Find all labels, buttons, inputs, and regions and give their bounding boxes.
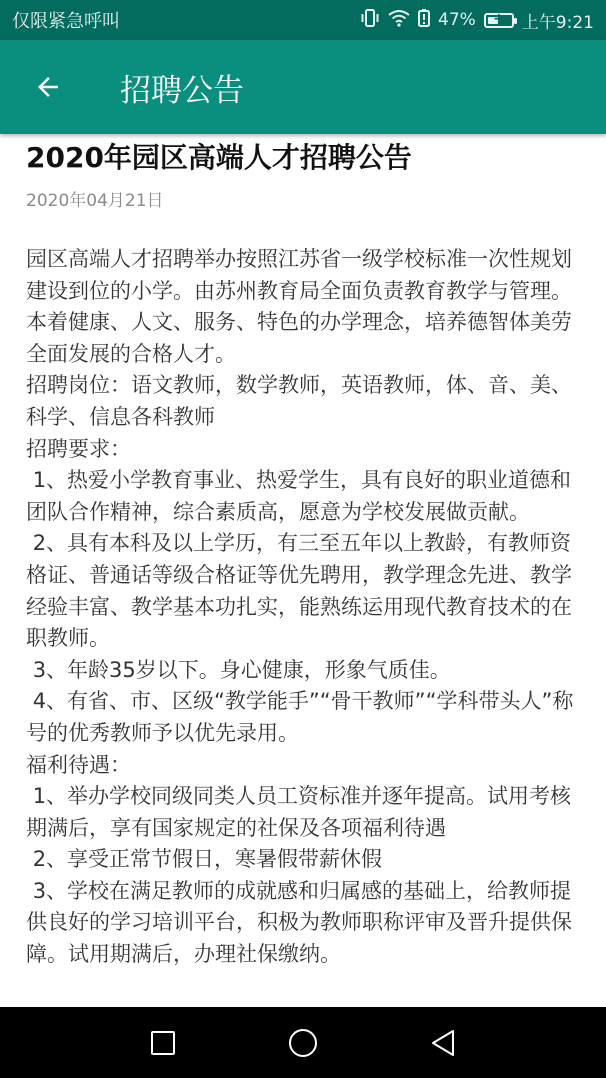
back-triangle-icon — [430, 1029, 456, 1057]
arrow-left-icon — [33, 72, 63, 102]
back-nav-button[interactable] — [423, 1023, 463, 1063]
carrier-text: 仅限紧急呼叫 — [12, 11, 120, 32]
back-button[interactable] — [24, 63, 72, 111]
page-title: 招聘公告 — [120, 72, 244, 109]
status-icons — [360, 8, 594, 33]
article-paragraph: 1、热爱小学教育事业、热爱学生，具有良好的职业道德和团队合作精神，综合素质高，愿意为学校发展做贡献。 — [26, 468, 572, 524]
article-paragraph: 福利待遇： — [26, 752, 131, 777]
wifi-icon — [388, 9, 410, 32]
article-scroll-area[interactable] — [0, 134, 606, 1007]
battery-percent: 47% — [438, 10, 476, 30]
article-paragraph: 1、举办学校同级同类人员工资标准并逐年提高。试用考核期满后，享有国家规定的社保及各项福利待遇 — [26, 784, 572, 840]
home-button[interactable] — [283, 1023, 323, 1063]
home-circle-icon — [288, 1028, 318, 1058]
article-paragraph: 4、有省、市、区级“教学能手”“骨干教师”“学科带头人”称号的优秀教师予以优先录用。 — [26, 689, 574, 745]
battery-charging-icon: + — [484, 13, 514, 28]
status-bar — [0, 0, 606, 40]
recents-button[interactable] — [143, 1023, 183, 1063]
article-paragraph: 园区高端人才招聘举办按照江苏省一级学校标准一次性规划建设到位的小学。由苏州教育局全面负责教育教学与管理。本着健康、人文、服务、特色的办学理念，培养德智体美劳全面发展的合格人才。 — [26, 247, 572, 366]
article-paragraph: 3、学校在满足教师的成就感和归属感的基础上，给教师提供良好的学习培训平台，积极为教师职称评审及晋升提供保障。试用期满后，办理社保缴纳。 — [26, 878, 572, 967]
recents-square-icon — [150, 1030, 176, 1056]
article-paragraph: 2、具有本科及以上学历，有三至五年以上教龄，有教师资格证、普通话等级合格证等优先聘用，教学理念先进、教学经验丰富、教学基本功扎实，能熟练运用现代教育技术的在职教师。 — [26, 531, 572, 651]
battery-alert-icon — [418, 9, 430, 32]
article-paragraph: 2、享受正常节假日，寒暑假带薪休假 — [26, 847, 383, 872]
article-paragraph: 招聘要求： — [26, 436, 131, 461]
app-bar — [0, 40, 606, 134]
article-paragraph: 3、年龄35岁以下。身心健康，形象气质佳。 — [26, 657, 451, 682]
article-body — [26, 244, 580, 971]
article-paragraph: 招聘岗位：语文教师，数学教师，英语教师，体、音、美、科学、信息各科教师 — [26, 373, 572, 429]
article-title: 2020年园区高端人才招聘公告 — [26, 141, 412, 174]
article-date: 2020年04月21日 — [26, 191, 164, 211]
system-nav-bar — [0, 1007, 606, 1078]
clock: 上午9:21 — [521, 12, 594, 33]
vibrate-icon — [360, 9, 380, 32]
